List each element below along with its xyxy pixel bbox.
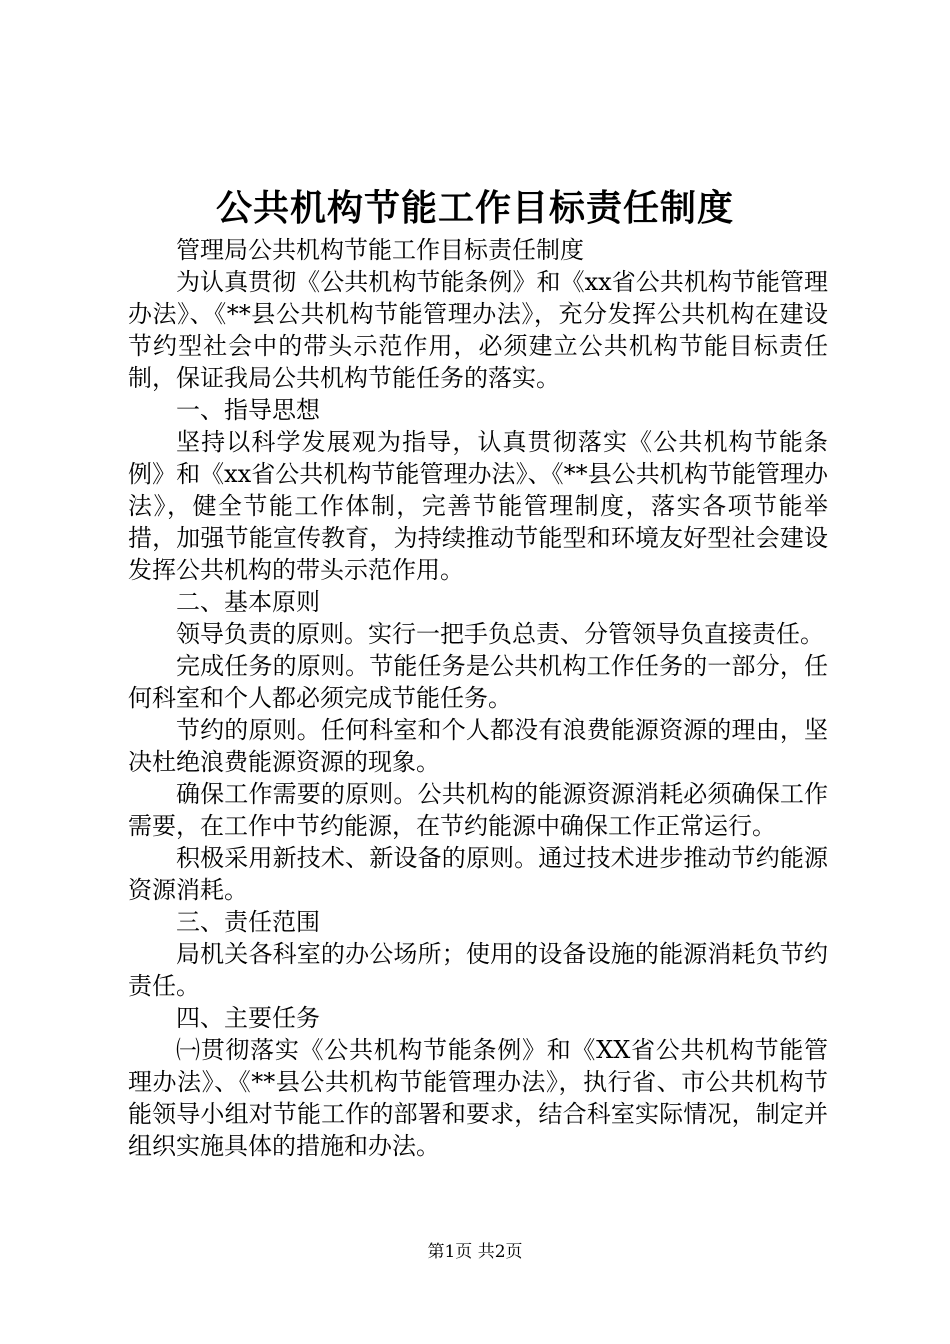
paragraph: 完成任务的原则。节能任务是公共机构工作任务的一部分，任何科室和个人都必须完成节能任务。 <box>128 652 828 712</box>
page-number: 第1页 共2页 <box>427 1242 523 1262</box>
paragraph: 节约的原则。任何科室和个人都没有浪费能源资源的理由，坚决杜绝浪费能源资源的现象。 <box>128 716 828 776</box>
section-heading: 三、责任范围 <box>176 908 320 936</box>
section-heading: 二、基本原则 <box>176 588 320 616</box>
document-body <box>128 234 828 1162</box>
paragraph: 领导负责的原则。实行一把手负总责、分管领导负直接责任。 <box>176 620 824 648</box>
paragraph: 局机关各科室的办公场所；使用的设备设施的能源消耗负节约责任。 <box>128 940 828 1000</box>
section-heading: 一、指导思想 <box>176 396 320 424</box>
paragraph: 确保工作需要的原则。公共机构的能源资源消耗必须确保工作需要，在工作中节约能源，在节约能源中确保工作正常运行。 <box>128 780 828 840</box>
section-heading: 四、主要任务 <box>176 1004 320 1032</box>
paragraph: ㈠贯彻落实《公共机构节能条例》和《XX省公共机构节能管理办法》、《**县公共机构节能管理办法》，执行省、市公共机构节能领导小组对节能工作的部署和要求，结合科室实际情况，制定并组织实施具体的措施和办法。 <box>128 1036 828 1160</box>
paragraph: 积极采用新技术、新设备的原则。通过技术进步推动节约能源资源消耗。 <box>128 844 828 904</box>
page-footer <box>0 1241 950 1263</box>
document-title: 公共机构节能工作目标责任制度 <box>215 187 734 229</box>
paragraph: 管理局公共机构节能工作目标责任制度 <box>176 236 584 264</box>
paragraph: 坚持以科学发展观为指导，认真贯彻落实《公共机构节能条例》和《xx省公共机构节能管理办法》、《**县公共机构节能管理办法》，健全节能工作体制，完善节能管理制度，落实各项节能举措，加强节能宣传教育，为持续推动节能型和环境友好型社会建设发挥公共机构的带头示范作用。 <box>128 428 828 584</box>
paragraph: 为认真贯彻《公共机构节能条例》和《xx省公共机构节能管理办法》、《**县公共机构节能管理办法》，充分发挥公共机构在建设节约型社会中的带头示范作用，必须建立公共机构节能目标责任制，保证我局公共机构节能任务的落实。 <box>128 268 828 392</box>
